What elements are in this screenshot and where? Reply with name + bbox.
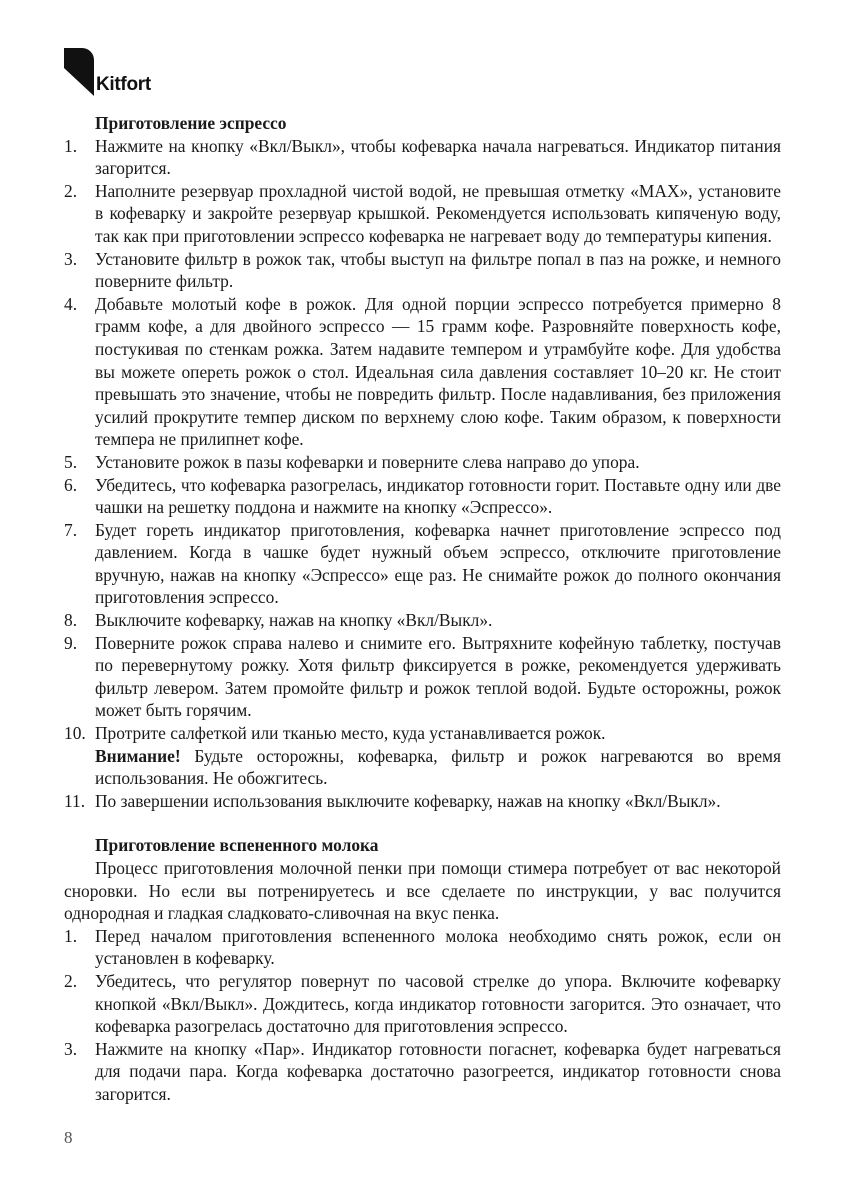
list-item <box>64 722 781 790</box>
warning-note <box>95 745 781 790</box>
step-number: 11. <box>64 790 86 811</box>
list-item <box>64 519 781 609</box>
step-text: Установите фильтр в рожок так, чтобы выступ на фильтре попал в паз на рожке, и немного поверните фильтр. <box>95 248 781 292</box>
step-number: 8. <box>64 610 78 631</box>
brand-name: Kitfort <box>96 74 151 95</box>
step-number: 2. <box>64 970 78 991</box>
step-number: 1. <box>64 925 78 946</box>
section-intro-paragraph: Процесс приготовления молочной пенки при помощи стимера потребует от вас некоторой сноровки. Но если вы потренируетесь и все сделаете по инструкции, у вас получится однородная и гладкая сладковато-сливочная на вкус пенка. <box>64 858 781 924</box>
list-item <box>64 970 781 1038</box>
step-text: Будет гореть индикатор приготовления, кофеварка начнет приготовление эспрессо под давлением. Когда в чашке будет нужный объем эспрессо, отключите приготовление вручную, нажав на кнопку «Эспрессо» еще раз. Не снимайте рожок до полного окончания приготовления эспрессо. <box>95 519 781 608</box>
list-item <box>64 474 781 519</box>
step-number: 1. <box>64 135 78 156</box>
kitfort-logo-icon <box>64 48 94 96</box>
section-title-milk-foam: Приготовление вспененного молока <box>95 835 379 856</box>
step-text: Нажмите на кнопку «Пар». Индикатор готовности погаснет, кофеварка будет нагреваться для подачи пара. Когда кофеварка достаточно разогреется, индикатор готовности снова загорится. <box>95 1038 781 1104</box>
milk-foam-steps-list <box>64 925 781 1106</box>
step-number: 3. <box>64 248 78 269</box>
list-item <box>64 1038 781 1106</box>
step-text: Перед началом приготовления вспененного молока необходимо снять рожок, если он установлен в кофеварку. <box>95 925 781 969</box>
list-item <box>64 925 781 970</box>
list-item <box>64 790 781 813</box>
step-text: Нажмите на кнопку «Вкл/Выкл», чтобы кофеварка начала нагреваться. Индикатор питания загорится. <box>95 135 781 179</box>
step-text: Убедитесь, что кофеварка разогрелась, индикатор готовности горит. Поставьте одну или две чашки на решетку поддона и нажмите на кнопку «Эспрессо». <box>95 474 781 518</box>
step-number: 9. <box>64 632 78 653</box>
list-item <box>64 451 781 474</box>
page-number: 8 <box>64 1128 73 1147</box>
step-text: Наполните резервуар прохладной чистой водой, не превышая отметку «MAX», установите в кофеварку и закройте резервуар крышкой. Рекомендуется использовать кипяченую воду, так как при приготовлении эспрессо кофеварка не нагревает воду до температуры кипения. <box>95 180 781 246</box>
step-text: По завершении использования выключите кофеварку, нажав на кнопку «Вкл/Выкл». <box>95 790 721 811</box>
step-number: 5. <box>64 451 78 472</box>
step-number: 3. <box>64 1038 78 1059</box>
list-item <box>64 180 781 248</box>
page-content <box>64 112 781 1106</box>
step-text: Убедитесь, что регулятор повернут по часовой стрелке до упора. Включите кофеварку кнопкой «Вкл/Выкл». Дождитесь, когда индикатор готовности загорится. Это означает, что кофеварка разогрелась достаточно для приготовления эспрессо. <box>95 970 781 1037</box>
warning-text: Будьте осторожны, кофеварка, фильтр и рожок нагреваются во время использования. Не обожгитесь. <box>95 745 781 789</box>
warning-label: Внимание! <box>95 745 181 766</box>
step-number: 10. <box>64 723 86 744</box>
list-item <box>64 293 781 451</box>
step-text: Поверните рожок справа налево и снимите его. Вытряхните кофейную таблетку, постучав по перевернутому рожку. Хотя фильтр фиксируется в рожке, рекомендуется удерживать фильтр левером. Затем промойте фильтр и рожок теплой водой. Будьте осторожны, рожок может быть горячим. <box>95 632 781 721</box>
step-text: Добавьте молотый кофе в рожок. Для одной порции эспрессо потребуется примерно 8 грамм кофе, а для двойного эспрессо — 15 грамм кофе. Разровняйте поверхность кофе, постукивая по стенкам рожка. Затем надавите темпером и утрамбуйте кофе. Для удобства вы можете опереть рожок о стол. Идеальная сила давления составляет 10–20 кг. Не стоит превышать это значение, чтобы не повредить фильтр. После надавливания, без приложения усилий прокрутите темпер диском по верхнему слою кофе. Таким образом, к поверхности темпера не прилипнет кофе. <box>95 293 781 450</box>
section-gap <box>64 812 781 834</box>
step-number: 4. <box>64 293 78 314</box>
step-number: 7. <box>64 519 78 540</box>
step-number: 2. <box>64 180 78 201</box>
espresso-steps-list <box>64 135 781 813</box>
step-text: Протрите салфеткой или тканью место, куда устанавливается рожок. <box>95 723 606 744</box>
list-item <box>64 609 781 632</box>
step-text: Выключите кофеварку, нажав на кнопку «Вкл/Выкл». <box>95 610 493 631</box>
kitfort-logo <box>64 48 184 98</box>
list-item <box>64 632 781 722</box>
list-item <box>64 135 781 180</box>
step-number: 6. <box>64 474 78 495</box>
section-title-espresso: Приготовление эспрессо <box>95 113 287 133</box>
list-item <box>64 248 781 293</box>
step-text: Установите рожок в пазы кофеварки и поверните слева направо до упора. <box>95 451 640 472</box>
